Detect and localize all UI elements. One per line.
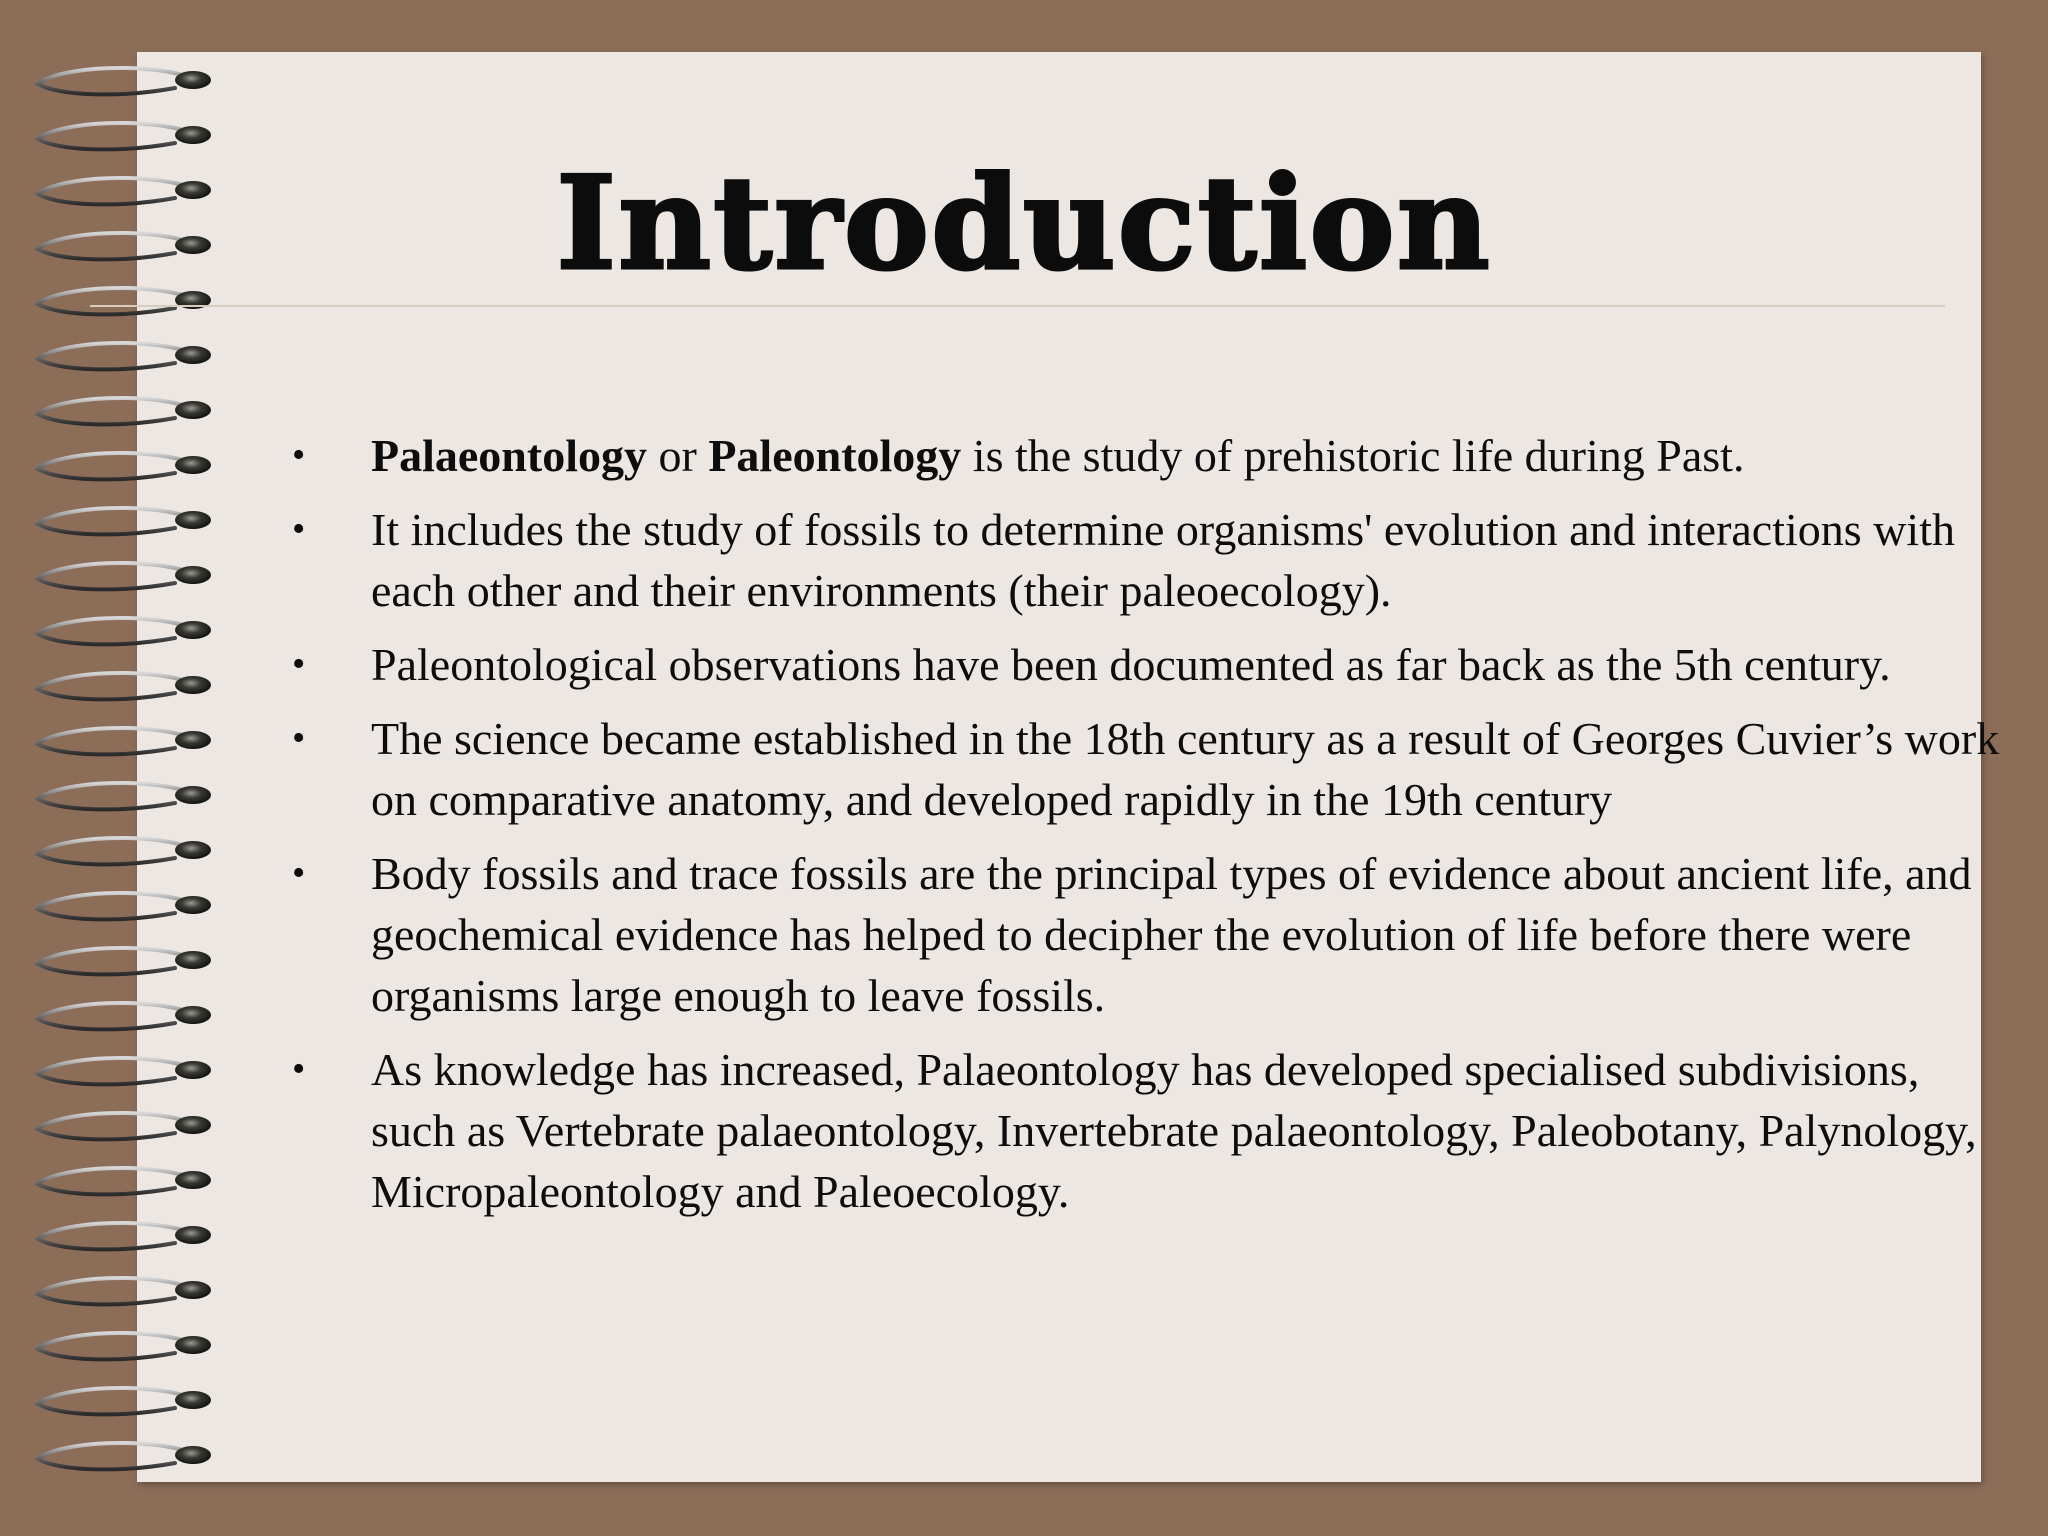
bullet-text	[371, 504, 1955, 616]
text-run: It includes the study of fossils to determine organisms' evolution and interactions with each other and their environments (their paleoecology).	[371, 504, 1955, 616]
text-run: The science became established in the 18th century as a result of Georges Cuvier’s work on comparative anatomy, and developed rapidly in the 19th century	[371, 713, 2000, 825]
bold-term: Palaeontology	[371, 430, 647, 481]
bullet-text	[371, 848, 1972, 1021]
bullet-item	[0, 843, 2048, 1026]
slide-title: Introduction	[556, 149, 1492, 299]
bullet-item	[0, 499, 2048, 621]
title-divider	[90, 305, 1945, 307]
bullet-text	[371, 639, 1891, 690]
bullet-marker: •	[292, 508, 306, 550]
text-run: or	[646, 430, 709, 481]
bullet-item	[0, 634, 2048, 695]
bullet-item	[0, 708, 2048, 830]
bullet-item	[0, 1039, 2048, 1222]
bullet-marker: •	[292, 717, 306, 759]
bullet-text	[371, 713, 1999, 825]
bold-term: Paleontology	[708, 430, 962, 481]
bullet-marker: •	[292, 1048, 306, 1090]
bullet-text	[371, 1044, 1977, 1217]
bullet-marker: •	[292, 643, 306, 685]
bullet-item	[0, 425, 2048, 486]
text-run: Paleontological observations have been documented as far back as the 5th century.	[371, 639, 1891, 690]
bullet-list	[0, 425, 2048, 1235]
bullet-marker: •	[292, 852, 306, 894]
bullet-marker: •	[292, 434, 306, 476]
text-run: As knowledge has increased, Palaeontology has developed specialised subdivisions, such as Vertebrate palaeontology, Invertebrate palaeontology, Paleobotany, Palynology, Micropaleontology and Paleoecology.	[371, 1044, 1977, 1217]
text-run: Body fossils and trace fossils are the principal types of evidence about ancient life, and geochemical evidence has helped to decipher the evolution of life before there were organisms large enough to leave fossils.	[371, 848, 1972, 1021]
bullet-text	[371, 430, 1744, 481]
text-run: is the study of prehistoric life during Past.	[961, 430, 1745, 481]
